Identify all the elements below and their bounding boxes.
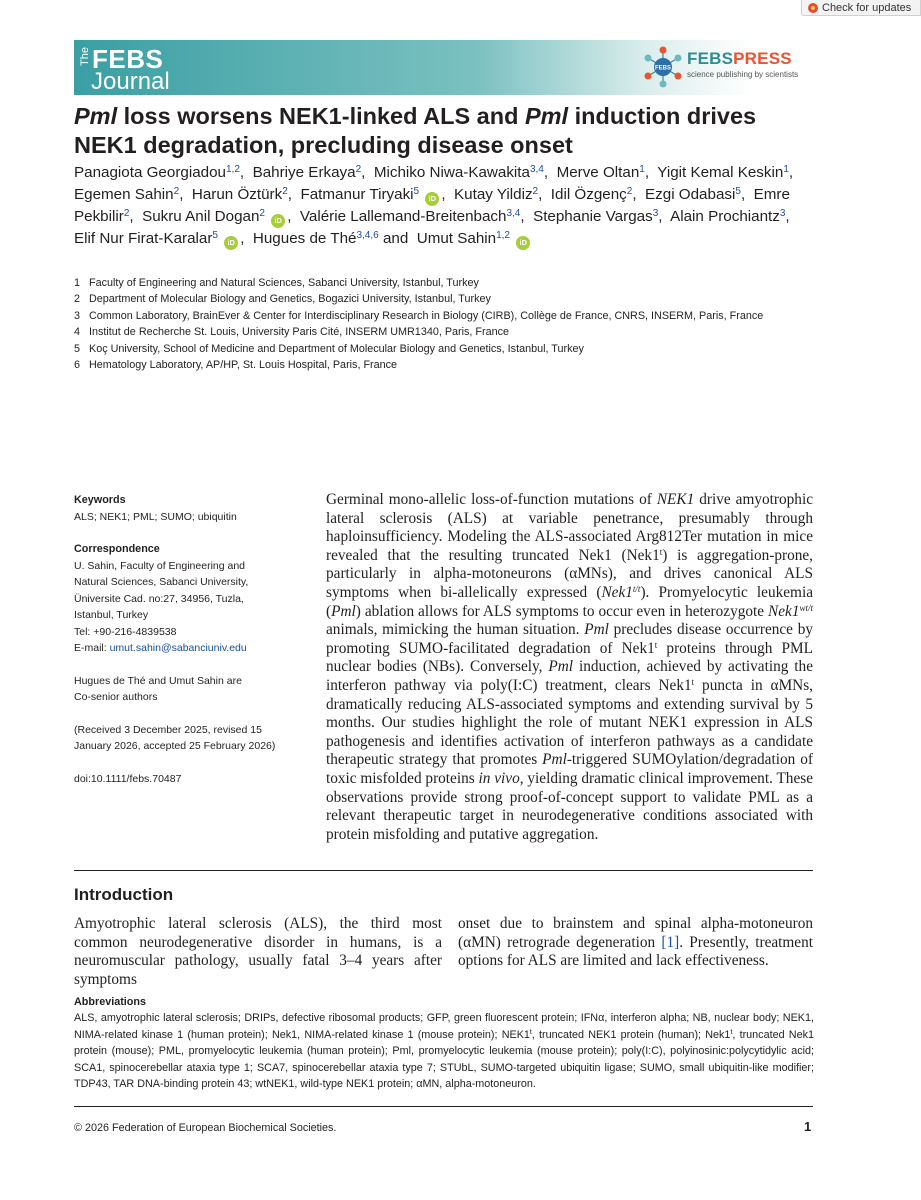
orcid-icon[interactable]: iD [425,192,439,206]
affiliation-number: 6 [74,359,81,372]
author-separator: , [658,207,667,225]
affiliation-item [74,324,814,340]
correspondence-email-line [74,640,304,657]
crossmark-icon [808,3,818,13]
abstract-gene: Pml [584,621,609,639]
author-affiliation-ref[interactable]: 5 [413,185,420,197]
doi[interactable]: doi:10.1111/febs.70487 [74,772,182,785]
affiliation-item [74,308,814,324]
affiliation-item [74,341,814,357]
affiliation-list [74,275,814,373]
author-affiliation-ref[interactable]: 5 [212,229,218,241]
author-name: Harun Öztürk [191,185,283,203]
author-affiliation-ref[interactable]: 2 [532,185,539,197]
journal-logo-the: The [79,47,91,66]
journal-logo-febs: FEBS [92,44,164,74]
abstract-superscript: t [691,676,695,687]
email-link[interactable]: umut.sahin@sabanciuniv.edu [109,642,247,654]
affiliation-number: 3 [74,309,81,322]
orcid-icon[interactable]: iD [516,236,530,250]
author-name: Yigit Kemal Keskin [657,164,784,181]
author-name: Panagiota Georgiadou [74,164,226,181]
febs-press-tagline: science publishing by scientists [687,70,799,79]
abstract-text: Germinal mono-allelic loss-of-function mutations of [326,491,657,508]
author-name: Stephanie Vargas [533,207,653,225]
copyright: © 2026 Federation of European Biochemical Societies. [74,1122,337,1134]
author-name: Michiko Niwa-Kawakita [373,164,530,181]
abstract-gene: Nek1 [601,583,633,601]
author-affiliation-ref[interactable]: 3,4 [529,164,544,175]
author-separator: , [538,185,547,203]
abstract-text: ). Promyelocytic leukemia ( [326,583,813,620]
affiliation-text: Faculty of Engineering and Natural Sciences, Sabanci University, Istanbul, Turkey [89,277,479,289]
author-name: Emre Pekbilir [74,185,790,225]
affiliation-number: 2 [74,293,81,306]
page-number: 1 [804,1119,812,1134]
section-divider [74,870,813,871]
author-separator: , [240,229,249,247]
febs-press-name-b: PRESS [733,49,792,68]
check-for-updates-label: Check for updates [822,1,912,14]
correspondence-line: Üniversite Cad. no:27, 34956, Tuzla, [74,592,244,605]
author-name: Merve Oltan [556,164,640,181]
keywords-heading: Keywords [74,494,126,506]
author-name: Umut Sahin [416,229,497,247]
author-name: Ezgi Odabasi [645,185,736,203]
author-affiliation-ref[interactable]: 3,4,6 [356,229,379,241]
author-affiliation-ref[interactable]: 3 [652,207,659,219]
received-line: (Received 3 December 2025, revised 15 [74,723,262,736]
author-affiliation-ref[interactable]: 1 [639,164,645,175]
email-label: E-mail: [74,642,110,654]
abstract-text: animals, mimicking the human situation. [326,621,585,639]
author-separator: , [543,164,553,181]
author-affiliation-ref[interactable]: 5 [735,185,741,197]
author-name: Hugues de Thé [252,229,357,247]
author-separator: , [644,164,654,181]
author-affiliation-ref[interactable]: 2 [355,164,362,175]
abstract-text: ) is aggregation-prone, particularly in alpha-motoneurons (αMNs), and drives canonical ALS symptoms when bi-allelically expressed ( [326,546,813,601]
affiliation-text: Hematology Laboratory, AP/HP, St. Louis Hospital, Paris, France [89,359,398,372]
febs-press-logo [641,45,811,89]
abstract-italic: in vivo [478,769,520,787]
author-separator: , [632,185,641,203]
affiliation-text: Institut de Recherche St. Louis, University Paris Cité, INSERM UMR1340, Paris, France [89,326,510,339]
introduction-column-2 [458,915,813,971]
author-name: Sukru Anil Dogan [142,207,260,225]
abstract-text: , yielding dramatic clinical improvement. These observations provide strong proof-of-concept support to validate PML as a relevant therapeutic target in neurodegenerative conditions associated with protein misfolding and putative aggregation. [326,769,813,843]
received-line: January 2026, accepted 25 February 2026) [74,740,276,752]
correspondence-line: Natural Sciences, Sabanci University, [74,576,249,588]
abstract-gene: Pml [331,602,356,620]
author-separator: , [520,207,529,225]
author-affiliation-ref[interactable]: 2 [123,207,130,219]
author-name: Elif Nur Firat-Karalar [74,229,213,247]
title-part: loss worsens NEK1-linked ALS and [117,103,525,129]
title-part: Pml [74,103,118,129]
abbreviations-block [74,994,814,1092]
author-affiliation-ref[interactable]: 1,2 [496,229,510,241]
abbr-text: , truncated Nek1 protein (mouse); PML, promyelocytic leukemia (human protein); Pml, promyelocytic leukemia (mouse protein); poly(I:C), polyinosinic:polycytidylic acid; SCA1, spinocerebellar ataxia type 1; SCA7, spinocerebellar ataxia type 7; STUbL, SUMO-targeted ubiquitin ligase; SUMO, small ubiquitin-like modifier; TDP43, TAR DNA-binding protein 43; wtNEK1, wild-type NEK1 protein; αMN, alpha-motoneuron. [74,1028,814,1091]
correspondence-heading: Correspondence [74,543,160,555]
keywords-block [74,492,304,525]
abstract-superscript: t [659,546,663,557]
affiliation-item [74,357,814,373]
author-separator: , [129,207,138,225]
intro-text: onset due to brainstem and spinal alpha-motoneuron (αMN) retrograde degeneration [458,915,813,951]
received-block [74,722,304,755]
affiliation-item [74,275,814,291]
orcid-icon[interactable]: iD [271,214,285,228]
author-list [74,162,814,250]
check-for-updates-button[interactable] [801,0,921,16]
footer-divider [74,1106,813,1107]
author-separator: , [287,185,297,203]
author-separator: , [179,185,188,203]
article-title [74,102,814,160]
author-name: Kutay Yildiz [454,185,533,203]
abstract-text: -triggered SUMOylation/degradation of toxic misfolded proteins [326,751,813,787]
abbr-superscript: t [529,1028,532,1036]
author-separator: , [239,164,249,181]
author-separator: , [361,164,370,181]
journal-logo-journal: Journal [91,68,170,95]
keywords-text: ALS; NEK1; PML; SUMO; ubiquitin [74,510,237,523]
affiliation-text: Common Laboratory, BrainEver & Center for Interdisciplinary Research in Biology (CIRB), Collège de France, CNRS, INSERM, Paris, France [89,309,764,322]
author-affiliation-ref[interactable]: 2 [259,207,265,219]
abstract-gene: Nek1 [768,602,800,620]
correspondence-block [74,541,304,657]
cosenior-line: Hugues de Thé and Umut Sahin are [74,674,242,687]
correspondence-line: U. Sahin, Faculty of Engineering and [74,559,246,572]
author-name: Fatmanur Tiryaki [300,185,414,203]
abbr-text: , truncated NEK1 protein (human); Nek1 [531,1028,731,1041]
author-affiliation-ref[interactable]: 3,4 [506,207,521,219]
abstract-text: proteins through PML nuclear bodies (NBs). Conversely, [326,639,814,676]
author-affiliation-ref[interactable]: 1,2 [226,164,240,175]
affiliation-text: Department of Molecular Biology and Genetics, Bogazici University, Istanbul, Turkey [89,293,491,306]
author-separator: , [788,164,798,181]
abstract-text: precludes disease occurrence by promoting SUMO-facilitated degradation of Nek1 [326,621,813,657]
author-affiliation-ref[interactable]: 1 [783,164,789,175]
correspondence-line: Tel: +90-216-4839538 [74,625,177,638]
abstract-gene: Pml [542,751,567,769]
introduction-column-1: Amyotrophic lateral sclerosis (ALS), the third most common neurodegenerative disorder in humans, is a neuromuscular pathology, usually fatal 3–4 years after symptoms [74,915,442,988]
affiliation-number: 5 [74,342,81,355]
introduction-heading: Introduction [74,885,174,904]
abstract-gene: Pml [548,658,574,676]
author-affiliation-ref[interactable]: 2 [173,185,180,197]
affiliation-number: 1 [74,277,81,289]
affiliation-text: Koç University, School of Medicine and Department of Molecular Biology and Genetics, Istanbul, Turkey [89,342,584,355]
author-separator: and [378,229,413,247]
author-name: Alain Prochiantz [670,207,780,225]
abstract-text: induction, achieved by activating the interferon pathway via poly(I:C) treatment, clears Nek1 [326,658,813,694]
affiliation-item [74,291,814,307]
author-separator: , [740,185,750,203]
abstract-superscript: t/t [632,583,641,594]
article-sidebar [74,492,304,803]
title-part: induction drives NEK1 degradation, precluding disease onset [74,103,757,158]
author-separator: , [441,185,450,203]
reference-link[interactable]: [1] [661,933,680,951]
febs-press-emblem-icon [641,45,685,89]
author-name: Valérie Lallemand-Breitenbach [299,207,507,225]
author-name: Bahriye Erkaya [252,164,356,181]
author-separator: , [287,207,296,225]
cosenior-block [74,673,304,706]
abstract-text: puncta in αMNs, dramatically reducing ALS-associated symptoms and extending survival by 5 months. Our studies highlight the role of mutant NEK1 expression in ALS pathogenesis and identifies activation of interferon pathways as a candidate therapeutic strategy that promotes [326,676,813,769]
author-name: Idil Özgenç [550,185,627,203]
affiliation-number: 4 [74,326,81,339]
author-name: Egemen Sahin [74,185,174,203]
cosenior-line: Co-senior authors [74,691,158,703]
title-part: Pml [524,103,569,129]
orcid-icon[interactable]: iD [224,236,238,250]
febs-press-name-a: FEBS [687,49,734,68]
author-affiliation-ref[interactable]: 2 [282,185,288,197]
febs-emblem-text: FEBS [654,65,672,72]
abbr-superscript: t [730,1028,733,1036]
correspondence-line: Istanbul, Turkey [74,609,149,621]
febs-press-name [687,49,798,69]
abstract-text: ) ablation allows for ALS symptoms to occur even in heterozygote [355,602,769,620]
abstract-superscript: wt/t [799,602,813,613]
abbreviations-heading: Abbreviations [74,996,146,1008]
author-affiliation-ref[interactable]: 3 [779,207,786,219]
author-affiliation-ref[interactable]: 2 [626,185,633,197]
abstract-gene: NEK1 [656,491,695,508]
abstract [326,491,813,844]
abbreviations-text [74,1010,814,1092]
abstract-text: drive amyotrophic lateral sclerosis (ALS) at variable penetrance, presumably through haploinsufficiency. Modeling the ALS-associated Arg812Ter mutation in mice revealed that the resulting truncated Nek1 (Nek1 [326,491,813,564]
abstract-superscript: t [654,639,658,650]
author-separator: , [785,207,794,225]
abbr-text: ALS, amyotrophic lateral sclerosis; DRIPs, defective ribosomal products; GFP, green fluorescent protein; IFNα, interferon alpha; NB, nuclear body; NEK1, NIMA-related kinase 1 (human protein); Nek1, NIMA-related kinase 1 (mouse protein); NEK1 [74,1012,814,1041]
intro-text: . Presently, treatment options for ALS are limited and lack effectiveness. [458,933,813,970]
